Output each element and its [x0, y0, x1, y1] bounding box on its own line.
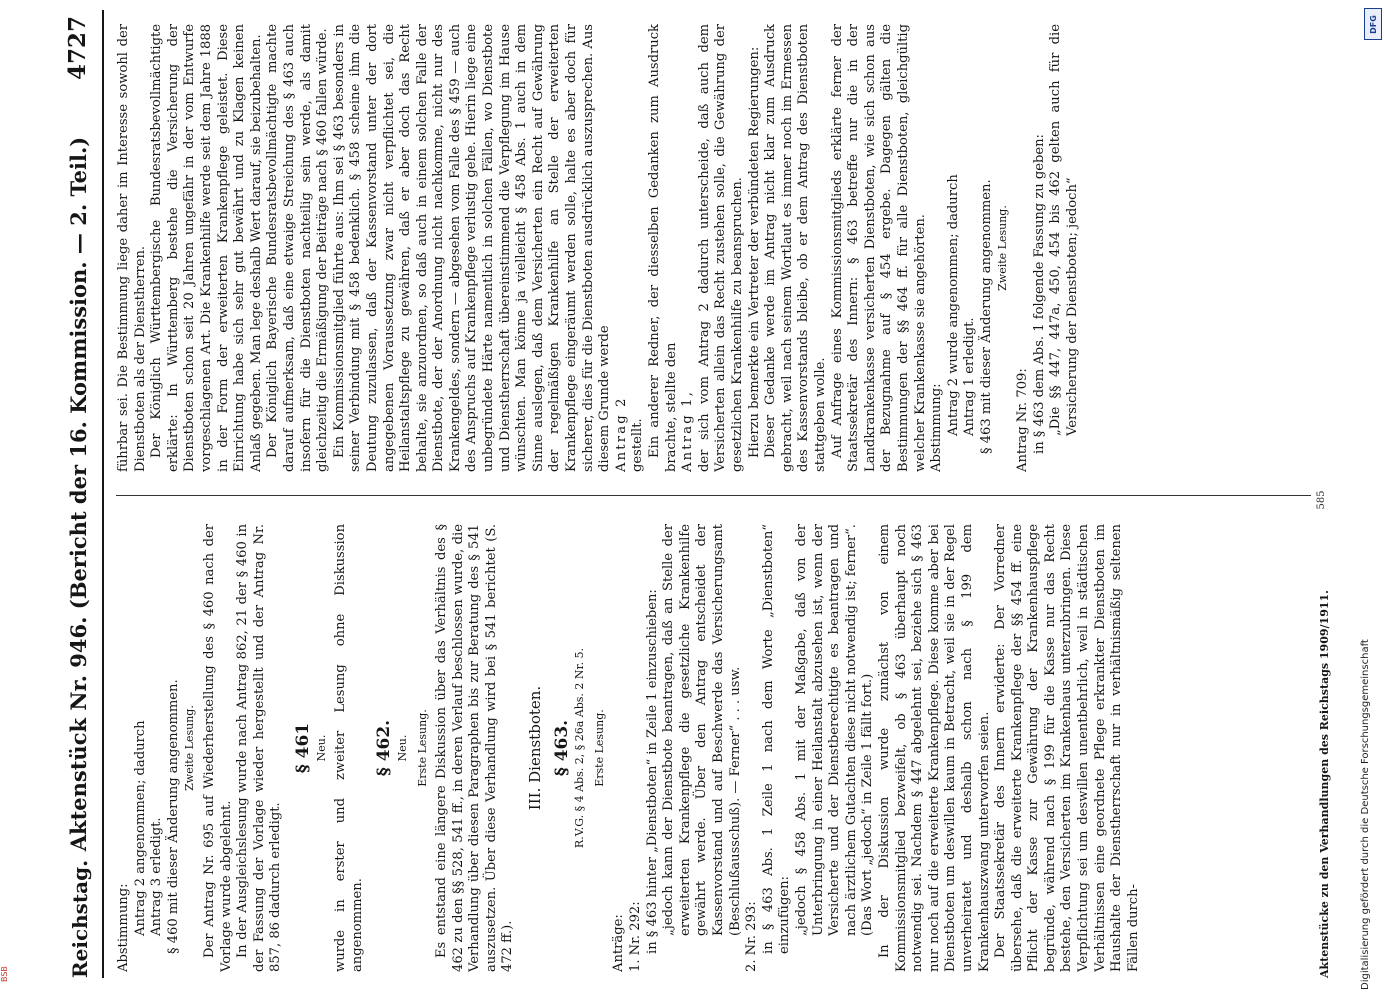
text-line: 2. Nr. 293: — [744, 901, 760, 972]
indented-text: § 463 mit dieser Änderung angenommen. — [978, 179, 994, 454]
indented-text: „jedoch kann der Dienstbote beantragen, daß an Stelle der erweiterten Krankenpflege die gesetzliche Krankenhilfe gewährt werde. Über den Antrag entscheidet der Kassenvorstand und auf Beschwerde das Versicherungsamt (Beschlußausschuß). — Ferner“ . . . usw. — [661, 524, 743, 936]
section-heading: III. Dienstboten. — [526, 685, 545, 811]
indented-text: in § 463 Abs. 1 Zeile 1 nach dem Worte „Dienstboten“ einzufügen: — [760, 524, 793, 954]
footer-note: Aktenstücke zu den Verhandlungen des Reichstags 1909/1911. — [1318, 590, 1331, 978]
indented-text: in § 463 hinter „Dienstboten“ in Zeile 1 einzuschieben: — [644, 589, 660, 954]
text-line: der sich vom Antrag 2 dadurch unterscheide, daß auch dem Versicherten allein das Recht zustehen solle, die Gewährung der gesetzlichen Krankenhilfe zu beanspruchen. — [696, 24, 745, 472]
digitization-text: Digitalisierung gefördert durch die Deutsche Forschungsgemeinschaft — [1360, 639, 1371, 990]
indented-text: Antrag 1 erledigt. — [962, 317, 978, 436]
body-paragraph: Es entstand eine längere Diskussion über das Verhältnis des § 462 zu den §§ 528, 541 ff., in deren Verlauf beschlossen wurde, die Verhandlung über diesen Paragraphen bis zur Beratung des § 541 auszusetzen. Über diese Verhandlung wird bei § 541 berichtet (S. 472 ff.). — [434, 524, 516, 972]
body-paragraph: Ein anderer Redner, der diesselben Gedanken zum Ausdruck brachte, stellte den — [647, 24, 679, 472]
paragraph-heading: § 462. — [374, 719, 395, 777]
subheading: Zweite Lesung. — [996, 205, 1010, 291]
body-paragraph: Der Königlich Bayerische Bundesratsbevollmächtigte machte darauf aufmerksam, daß eine etwaige Streichung des § 463 auch insofern für die Dienstboten nachteilig sein werde, als damit gleichzeitig die Ermäßigung der Beiträge nach § 460 fallen würde. — [265, 24, 331, 472]
digitization-note — [1358, 0, 1384, 1000]
indented-text: § 460 mit dieser Änderung angenommen. — [165, 679, 181, 954]
subheading: Zweite Lesung. — [183, 705, 197, 791]
dfg-logo-text: DFG — [1368, 14, 1378, 34]
indented-text: „Die §§ 447, 447a, 450, 454 bis 462 gelten auch für die Versicherung der Dienstboten; jedoch“ — [1048, 24, 1080, 436]
body-paragraph: Ein Kommissionsmitglied führte aus: Ihm sei § 463 besonders in seiner Verbindung mit § 458 bedenklich. § 458 scheine ihm die Deutung zuzulassen, daß der Kassenvorstand unter der dort angegebenen Voraussetzung zwar nicht verpflichtet sei, die Heilanstaltspflege zu gewähren, daß er aber doch das Recht behalte, sie anzuordnen, so daß auch in einem solchen Falle der Dienstbote, der der Anordnung nicht nachkomme, nicht nur des Krankengeldes, sondern — abgesehen vom Falle des § 459 — auch des Anspruchs auf Krankenpflege verlustig gehe. Hierin liege eine unbegründete Härte namentlich in solchen Fällen, wo Dienstbote und Dienstherrschaft übereinstimmend die Verpflegung im Hause wünschten. Man könne ja vielleicht § 458 Abs. 1 auch in dem Sinne auslegen, daß dem Versicherten ein Recht auf Gewährung der regelmäßigen Krankenhilfe an Stelle der erweiterten Krankenpflege eingeräumt werden solle, halte es aber doch für sicherer, dies für die Dienstboten ausdrücklich auszusprechen. Aus diesem Grunde werde — [331, 24, 613, 472]
page-header — [60, 10, 104, 978]
header-page-number: 4727 — [64, 16, 91, 81]
body-paragraph: In der Ausgleichslesung wurde nach Antrag 862, 21 der § 460 in der Fassung der Vorlage wieder hergestellt und der Antrag Nr. 857, 86 dadurch erledigt. — [235, 524, 284, 972]
body-paragraph: Auf Anfrage eines Kommissionsmitglieds erklärte ferner der Staatssekretär des Innern: § 463 betreffe nur die in der Landkrankenkasse versicherten Dienstboten, wie sich schon aus der Bezugnahme auf § 454 ergebe. Dagegen gälten die Bestimmungen der §§ 464 ff. für alle Dienstboten, gleichgültig welcher Krankenkasse sie angehörten. — [829, 24, 928, 472]
text-line: Abstimmung: — [929, 383, 945, 472]
subheading: Erste Lesung. — [415, 709, 429, 787]
rotated-page — [40, 0, 1350, 1000]
body-paragraph: Der Antrag Nr. 695 auf Wiederherstellung des § 460 nach der Vorlage wurde abgelehnt. — [201, 524, 234, 972]
header-title: Aktenstück Nr. 946. (Bericht der 16. Kommission. — 2. Teil.) — [66, 136, 91, 852]
text-line: gestellt. — [630, 418, 646, 472]
subheading: R.V.G. § 4 Abs. 2, § 26a Abs. 2 Nr. 5. — [573, 647, 587, 849]
header-left: Reichstag. — [68, 859, 92, 978]
indented-text: „jedoch § 458 Abs. 1 mit der Maßgabe, daß von der Unterbringung in einer Heilanstalt abzusehen ist, wenn der Versicherte und der Dienstberechtigte es beantragen und nach ärztlichem Gutachten diese nicht notwendig ist; ferner“. — [793, 524, 859, 936]
subheading: Neu. — [314, 734, 328, 762]
body-paragraph: Dieser Gedanke werde im Antrag nicht klar zum Ausdruck gebracht, weil nach seinem Wortlaut es immer noch im Ermessen des Kassenvorstands bleibe, ob er dem Antrag des Dienstboten stattgeben wolle. — [763, 24, 828, 472]
body-paragraph: Hierzu bemerkte ein Vertreter der verbündeten Regierungen: — [746, 46, 762, 458]
text-line: Antrag Nr. 709: — [1015, 368, 1031, 472]
indented-text: in § 463 dem Abs. 1 folgende Fassung zu geben: — [1031, 134, 1047, 454]
body-paragraph: Der Königlich Württembergische Bundesratsbevollmächtigte erklärte: In Württemberg bestehe die Versicherung der Dienstboten schon seit 20 Jahren ungefähr in der vom Entwurfe vorgeschlagenen Art. Die Krankenhilfe werde seit dem Jahre 1888 in der Form der erweiterten Krankenpflege geleistet. Diese Einrichtung habe sich sehr gut bewährt und zu Klagen keinen Anlaß gegeben. Man lege deshalb Wert darauf, sie beizubehalten. — [149, 24, 264, 472]
text-line: wurde in erster und zweiter Lesung ohne Diskussion angenommen. — [333, 524, 365, 972]
indented-text: Antrag 2 wurde angenommen; dadurch — [945, 174, 961, 436]
column-divider — [116, 495, 1311, 496]
text-line: Abstimmung: — [116, 883, 131, 972]
paragraph-heading: § 461 — [292, 722, 313, 774]
body-paragraph: In der Diskussion wurde zunächst von einem Kommissionsmitglied bezweifelt, ob § 463 überhaupt noch notwendig sei. Nachdem § 447 abgelehnt sei, beziehe sich § 463 nur noch auf die erweiterte Krankenpflege. Diese komme aber bei Dienstboten um deswillen kaum in Betracht, weil sie in der Regel unverheiratet und deshalb schon nach § 199 dem Krankenhauszwang unterworfen seien. — [876, 524, 992, 972]
scan-mark — [0, 960, 16, 994]
left-column — [116, 524, 1311, 972]
paragraph-heading: § 463. — [551, 719, 572, 777]
indented-text: Antrag 2 angenommen; dadurch — [132, 720, 148, 936]
text-line: 1. Nr. 292: — [628, 901, 644, 972]
scan-mark-text: BSB — [0, 966, 9, 982]
indented-text: Antrag 3 erledigt. — [149, 817, 165, 936]
right-column — [116, 24, 1311, 472]
dfg-logo — [1364, 8, 1382, 40]
motion-label: Antrag 1, — [680, 389, 696, 472]
subheading: Erste Lesung. — [592, 709, 606, 787]
text-line: Anträge: — [611, 914, 627, 972]
body-paragraph: Der Staatssekretär des Innern erwiderte: Der Vorredner übersehe, daß die erweiterte Krankenpflege der §§ 454 ff. eine Pflicht der Kasse zur Gewährung der Krankenhauspflege begründe, während nach § 199 für die Kasse nur das Recht bestehe, den Versicherten im Krankenhaus unterzubringen. Diese Verpflichtung sei um deswillen unentbehrlich, weil in städtischen Verhältnissen eine geordnete Pflege erkrankter Dienstboten im Haushalte der Dienstherrschaft nur in verhältnismäßig seltenen Fällen durch- — [993, 524, 1141, 972]
subheading: Neu. — [395, 734, 409, 762]
indented-text: (Das Wort „jedoch“ in Zeile 1 fällt fort.) — [860, 673, 876, 936]
text-line: führbar sei. Die Bestimmung liege daher im Interesse sowohl der Dienstboten als der Dienstherren. — [116, 24, 148, 472]
sheet-number: 585 — [1316, 490, 1327, 510]
motion-label: Antrag 2 — [613, 396, 629, 472]
